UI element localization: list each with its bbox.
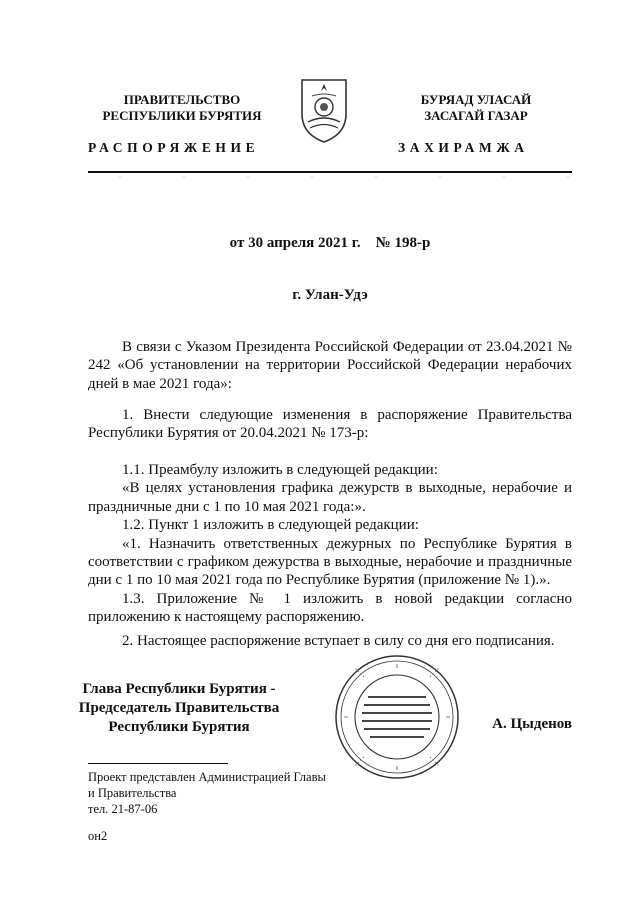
header-right-line1: БУРЯАД УЛАСАЙ bbox=[420, 92, 532, 107]
signatory-name: А. Цыденов bbox=[492, 716, 572, 732]
item-1-subitems bbox=[88, 461, 572, 627]
signatory-title-line1: Глава Республики Бурятия - bbox=[82, 681, 276, 697]
preamble bbox=[88, 338, 572, 393]
header-left-org bbox=[88, 92, 276, 123]
header-divider bbox=[88, 171, 572, 173]
header-right-line2: ЗАСАГАЙ ГАЗАР bbox=[424, 107, 528, 123]
header-left-line1: ПРАВИТЕЛЬСТВО bbox=[123, 92, 241, 107]
coat-of-arms-icon bbox=[298, 74, 350, 144]
paragraph-item-1: 1. Внести следующие изменения в распоряжение Правительства Республики Бурятия от 20.04.2021 № 173-р: bbox=[88, 407, 572, 442]
header-dotted-line bbox=[88, 176, 572, 178]
footer-note bbox=[88, 769, 388, 817]
paragraph-preamble: В связи с Указом Президента Российской Федерации от 23.04.2021 № 242 «Об установлении на территории Российской Федерации нерабочих дней в мае 2021 года»: bbox=[88, 339, 572, 392]
city: г. Улан-Удэ bbox=[292, 287, 368, 303]
official-stamp bbox=[334, 654, 460, 780]
item-1 bbox=[88, 406, 572, 443]
item-2 bbox=[88, 632, 572, 650]
footer-divider bbox=[88, 763, 228, 764]
signatory-title-line2: Председатель Правительства bbox=[78, 700, 280, 716]
signatory-title bbox=[74, 680, 284, 737]
doc-type-right: ЗАХИРАМЖА bbox=[398, 140, 529, 155]
paragraph-item-1-2-text: «1. Назначить ответственных дежурных по Республике Бурятия в соответствии с графиком дежурства в выходные, нерабочие и праздничные дни с 1 по 10 мая 2021 года по Республике Бурятия (приложение № 1).». bbox=[88, 535, 572, 589]
date-number: от 30 апреля 2021 г. № 198-р bbox=[229, 235, 431, 251]
header-left-line2: РЕСПУБЛИКИ БУРЯТИЯ bbox=[102, 107, 262, 123]
paragraph-item-1-1-text: «В целях установления графика дежурств в выходные, нерабочие и праздничные дни с 1 по 10 мая 2021 года:». bbox=[88, 480, 572, 515]
doc-type-left: РАСПОРЯЖЕНИЕ bbox=[88, 140, 260, 155]
paragraph-item-1-3: 1.3. Приложение № 1 изложить в новой редакции согласно приложению к настоящему распоряжению. bbox=[88, 590, 572, 626]
footer-code: он2 bbox=[88, 829, 108, 843]
signatory-title-line3: Республики Бурятия bbox=[108, 719, 250, 735]
paragraph-item-2: 2. Настоящее распоряжение вступает в силу со дня его подписания. bbox=[122, 633, 555, 649]
footer-line1: Проект представлен Администрацией Главы bbox=[88, 770, 326, 784]
paragraph-item-1-2: 1.2. Пункт 1 изложить в следующей редакции: bbox=[122, 517, 419, 534]
footer-phone: тел. 21-87-06 bbox=[88, 802, 158, 816]
paragraph-item-1-1: 1.1. Преамбулу изложить в следующей редакции: bbox=[122, 462, 438, 478]
footer-line2: и Правительства bbox=[88, 786, 177, 800]
header-right-org bbox=[382, 92, 570, 123]
